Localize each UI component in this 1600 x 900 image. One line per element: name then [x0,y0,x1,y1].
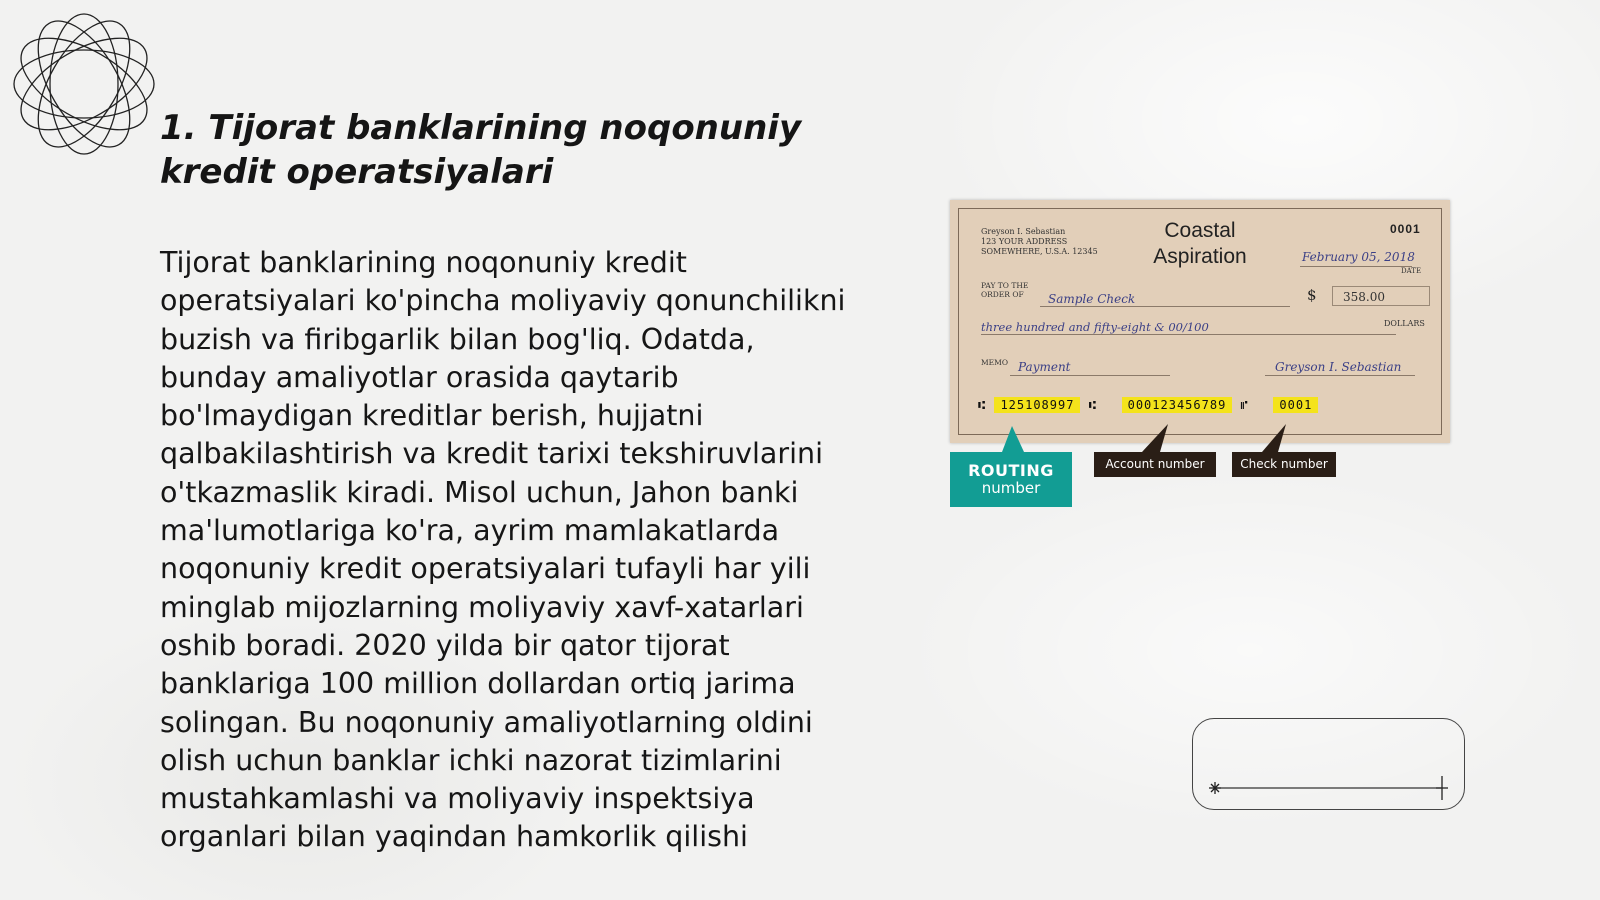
check-date-line [1300,266,1412,267]
check-address-line1: 123 YOUR ADDRESS [981,237,1068,246]
check-dollar-sign: $ [1307,286,1317,304]
check-address-line2: SOMEWHERE, U.S.A. 12345 [981,247,1098,256]
account-number-label: Account number [1094,452,1216,477]
check-signature: Greyson I. Sebastian [1275,360,1402,374]
routing-number-label [950,452,1072,507]
check-dollars-label: DOLLARS [1384,319,1425,328]
account-pointer [1142,424,1168,452]
check-pay-label-2: ORDER OF [981,290,1024,299]
check-memo-line [1010,375,1170,376]
micr-routing-symbol-2: ⑆ [1088,398,1097,412]
check-bank-line2: Aspiration [1153,245,1247,268]
check-pay-label-1: PAY TO THE [981,281,1029,290]
orbit-logo-icon [10,10,158,158]
check-number-pointer [1262,424,1286,452]
check-payee-line [1040,306,1290,307]
check-amount-line [981,334,1396,335]
micr-routing-symbol: ⑆ [978,398,987,412]
check-bank-line1: Coastal [1164,219,1236,242]
sparkle-icon [1209,782,1221,794]
routing-label-line1: ROUTING [968,461,1054,480]
check-number-label: Check number [1232,452,1336,477]
routing-pointer [1002,426,1024,452]
micr-check-number: 0001 [1273,397,1318,413]
decorative-frame [1192,718,1465,810]
slide-title: 1. Tijorat banklarining noqonuniy kredit operatsiyalari [160,108,802,192]
routing-label-line2: number [981,479,1041,497]
check-signature-line [1265,375,1415,376]
check-date: February 05, 2018 [1302,250,1415,264]
check-owner-block [981,227,1098,257]
micr-account-symbol: ⑈ [1240,398,1249,412]
check-amount-words: three hundred and fifty-eight & 00/100 [981,320,1209,334]
check-date-label: DATE [1401,267,1422,275]
check-amount-box: 358.00 [1332,286,1430,306]
check-memo: Payment [1018,360,1071,374]
decorative-line-icon [1193,719,1463,809]
plus-star-icon [1436,776,1448,800]
check-micr-line [978,398,1318,412]
check-pay-label [981,281,1028,299]
check-memo-label: MEMO [981,358,1008,367]
micr-routing-number: 125108997 [994,397,1080,413]
micr-account-number: 000123456789 [1122,397,1233,413]
sample-check-image [950,200,1450,443]
check-owner-name: Greyson I. Sebastian [981,227,1066,236]
check-payee: Sample Check [1048,292,1136,306]
slide-body-text: Tijorat banklarining noqonuniy kredit operatsiyalari ko'pincha moliyaviy qonunchilikni buzish va firibgarlik bilan bog'liq. Odatda, bunday amaliyotlar orasida qaytarib bo'lmaydigan kreditlar berish, hujjatni qalbakilashtirish va kredit tarixi tekshiruvlarini o'tkazmaslik kiradi. Misol uchun, Jahon banki ma'lumotlariga ko'ra, ayrim mamlakatlarda noqonuniy kredit operatsiyalari tufayli har yili minglab mijozlarning moliyaviy xavf-xatarlari oshib boradi. 2020 yilda bir qator tijorat banklariga 100 million dollardan ortiq jarima solingan. Bu noqonuniy amaliyotlarning oldini olish uchun banklar ichki nazorat tizimlarini mustahkamlashi va moliyaviy inspektsiya organlari bilan yaqindan hamkorlik qilishi [160,246,846,854]
check-bank-name [1130,218,1270,270]
check-number-top: 0001 [1390,222,1421,236]
